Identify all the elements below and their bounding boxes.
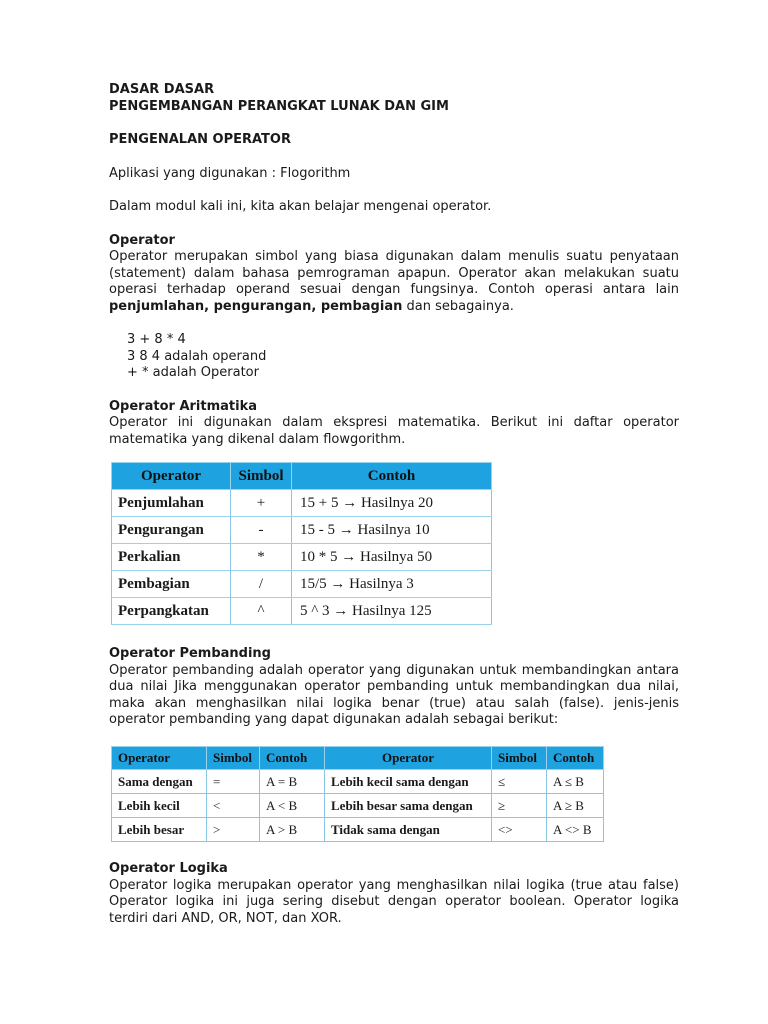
table-cell: Lebih kecil [112, 794, 207, 818]
table-row [112, 770, 604, 794]
table-cell: A > B [260, 818, 325, 842]
table-header-cell: Operator [325, 747, 492, 770]
table-header-cell: Simbol [492, 747, 547, 770]
table-cell: Penjumlahan [112, 490, 231, 517]
table-cell: + [231, 490, 292, 517]
table-cell: ≥ [492, 794, 547, 818]
pembanding-text: Operator pembanding adalah operator yang digunakan untuk membandingkan antara dua nilai Jika menggunakan operator pembanding untuk membandingkan dua nilai, maka akan menghasilkan nilai logika benar (true) atau salah (false). jenis-jenis operator pembanding yang dapat digunakan adalah sebagai berikut: [109, 662, 679, 727]
table-cell: ^ [231, 598, 292, 625]
table-cell: A ≥ B [547, 794, 604, 818]
table-cell: > [207, 818, 260, 842]
table-cell: Lebih besar [112, 818, 207, 842]
example-line-1: 3 + 8 * 4 [127, 332, 186, 347]
table-header-cell: Simbol [231, 463, 292, 490]
table-row [112, 571, 492, 598]
table-row [112, 598, 492, 625]
table-cell: < [207, 794, 260, 818]
table-cell: ≤ [492, 770, 547, 794]
table-row [112, 818, 604, 842]
table-header-cell: Simbol [207, 747, 260, 770]
table-cell: Perpangkatan [112, 598, 231, 625]
table-header-cell: Contoh [260, 747, 325, 770]
table-cell: A = B [260, 770, 325, 794]
table-cell: 15 + 5 → Hasilnya 20 [292, 490, 492, 517]
table-header-cell: Operator [112, 747, 207, 770]
pembanding-section [109, 646, 679, 729]
comparison-operator-table [111, 746, 604, 842]
operator-bold-1: penjumlahan [109, 298, 205, 314]
aritmatika-text: Operator ini digunakan dalam ekspresi matematika. Berikut ini daftar operator matematika yang dikenal dalam flowgorithm. [109, 415, 679, 447]
operator-bold-2: pengurangan [213, 298, 312, 314]
logika-title: Operator Logika [109, 861, 228, 876]
table-cell: - [231, 517, 292, 544]
table-cell: * [231, 544, 292, 571]
operator-title: Operator [109, 232, 175, 248]
table-cell: A < B [260, 794, 325, 818]
table-cell: A <> B [547, 818, 604, 842]
table-header-cell: Operator [112, 463, 231, 490]
table-row [112, 517, 492, 544]
operator-bold-3: pembagian [320, 298, 403, 314]
operator-paragraph [109, 249, 679, 315]
operator-sep-1: , [204, 298, 214, 314]
table-cell: Tidak sama dengan [325, 818, 492, 842]
arithmetic-operator-table [111, 462, 492, 625]
table-cell: = [207, 770, 260, 794]
table-header-cell: Contoh [547, 747, 604, 770]
logika-section [109, 861, 679, 927]
table-header-cell: Contoh [292, 463, 492, 490]
table-cell: <> [492, 818, 547, 842]
table-cell: 15/5 → Hasilnya 3 [292, 571, 492, 598]
heading-line-1: DASAR DASAR [109, 82, 215, 97]
intro-line: Dalam modul kali ini, kita akan belajar mengenai operator. [109, 199, 492, 214]
table-cell: 5 ^ 3 → Hasilnya 125 [292, 598, 492, 625]
table-cell: Lebih kecil sama dengan [325, 770, 492, 794]
table-cell: Pembagian [112, 571, 231, 598]
aritmatika-title: Operator Aritmatika [109, 398, 257, 414]
table-cell: 10 * 5 → Hasilnya 50 [292, 544, 492, 571]
example-line-3: + * adalah Operator [127, 365, 259, 380]
operator-text-b: dan sebagainya. [402, 298, 514, 314]
table-cell: Perkalian [112, 544, 231, 571]
logika-text: Operator logika merupakan operator yang menghasilkan nilai logika (true atau false) Operator logika ini juga sering disebut dengan operator boolean. Operator logika terdiri dari AND, OR, NOT, dan XOR. [109, 877, 679, 926]
table-cell: 15 - 5 → Hasilnya 10 [292, 517, 492, 544]
table-row [112, 794, 604, 818]
table-cell: / [231, 571, 292, 598]
operator-text-a: Operator merupakan simbol yang biasa digunakan dalam menulis suatu penyataan (statement) dalam bahasa pemrograman apapun. Operator akan melakukan suatu operasi terhadap operand sesuai dengan fungsinya. Contoh operasi antara lain [109, 249, 679, 297]
table-cell: Sama dengan [112, 770, 207, 794]
section-title: PENGENALAN OPERATOR [109, 132, 291, 147]
table-cell: Pengurangan [112, 517, 231, 544]
app-line: Aplikasi yang digunakan : Flogorithm [109, 165, 351, 181]
operator-sep-2: , [311, 298, 321, 314]
pembanding-title: Operator Pembanding [109, 646, 271, 661]
heading-line-2: PENGEMBANGAN PERANGKAT LUNAK DAN GIM [109, 98, 449, 114]
table-cell: Lebih besar sama dengan [325, 794, 492, 818]
example-line-2: 3 8 4 adalah operand [127, 348, 267, 364]
table-header-row [112, 747, 604, 770]
table-cell: A ≤ B [547, 770, 604, 794]
document-body [109, 82, 679, 448]
table-row [112, 544, 492, 571]
table-header-row [112, 463, 492, 490]
table-row [112, 490, 492, 517]
